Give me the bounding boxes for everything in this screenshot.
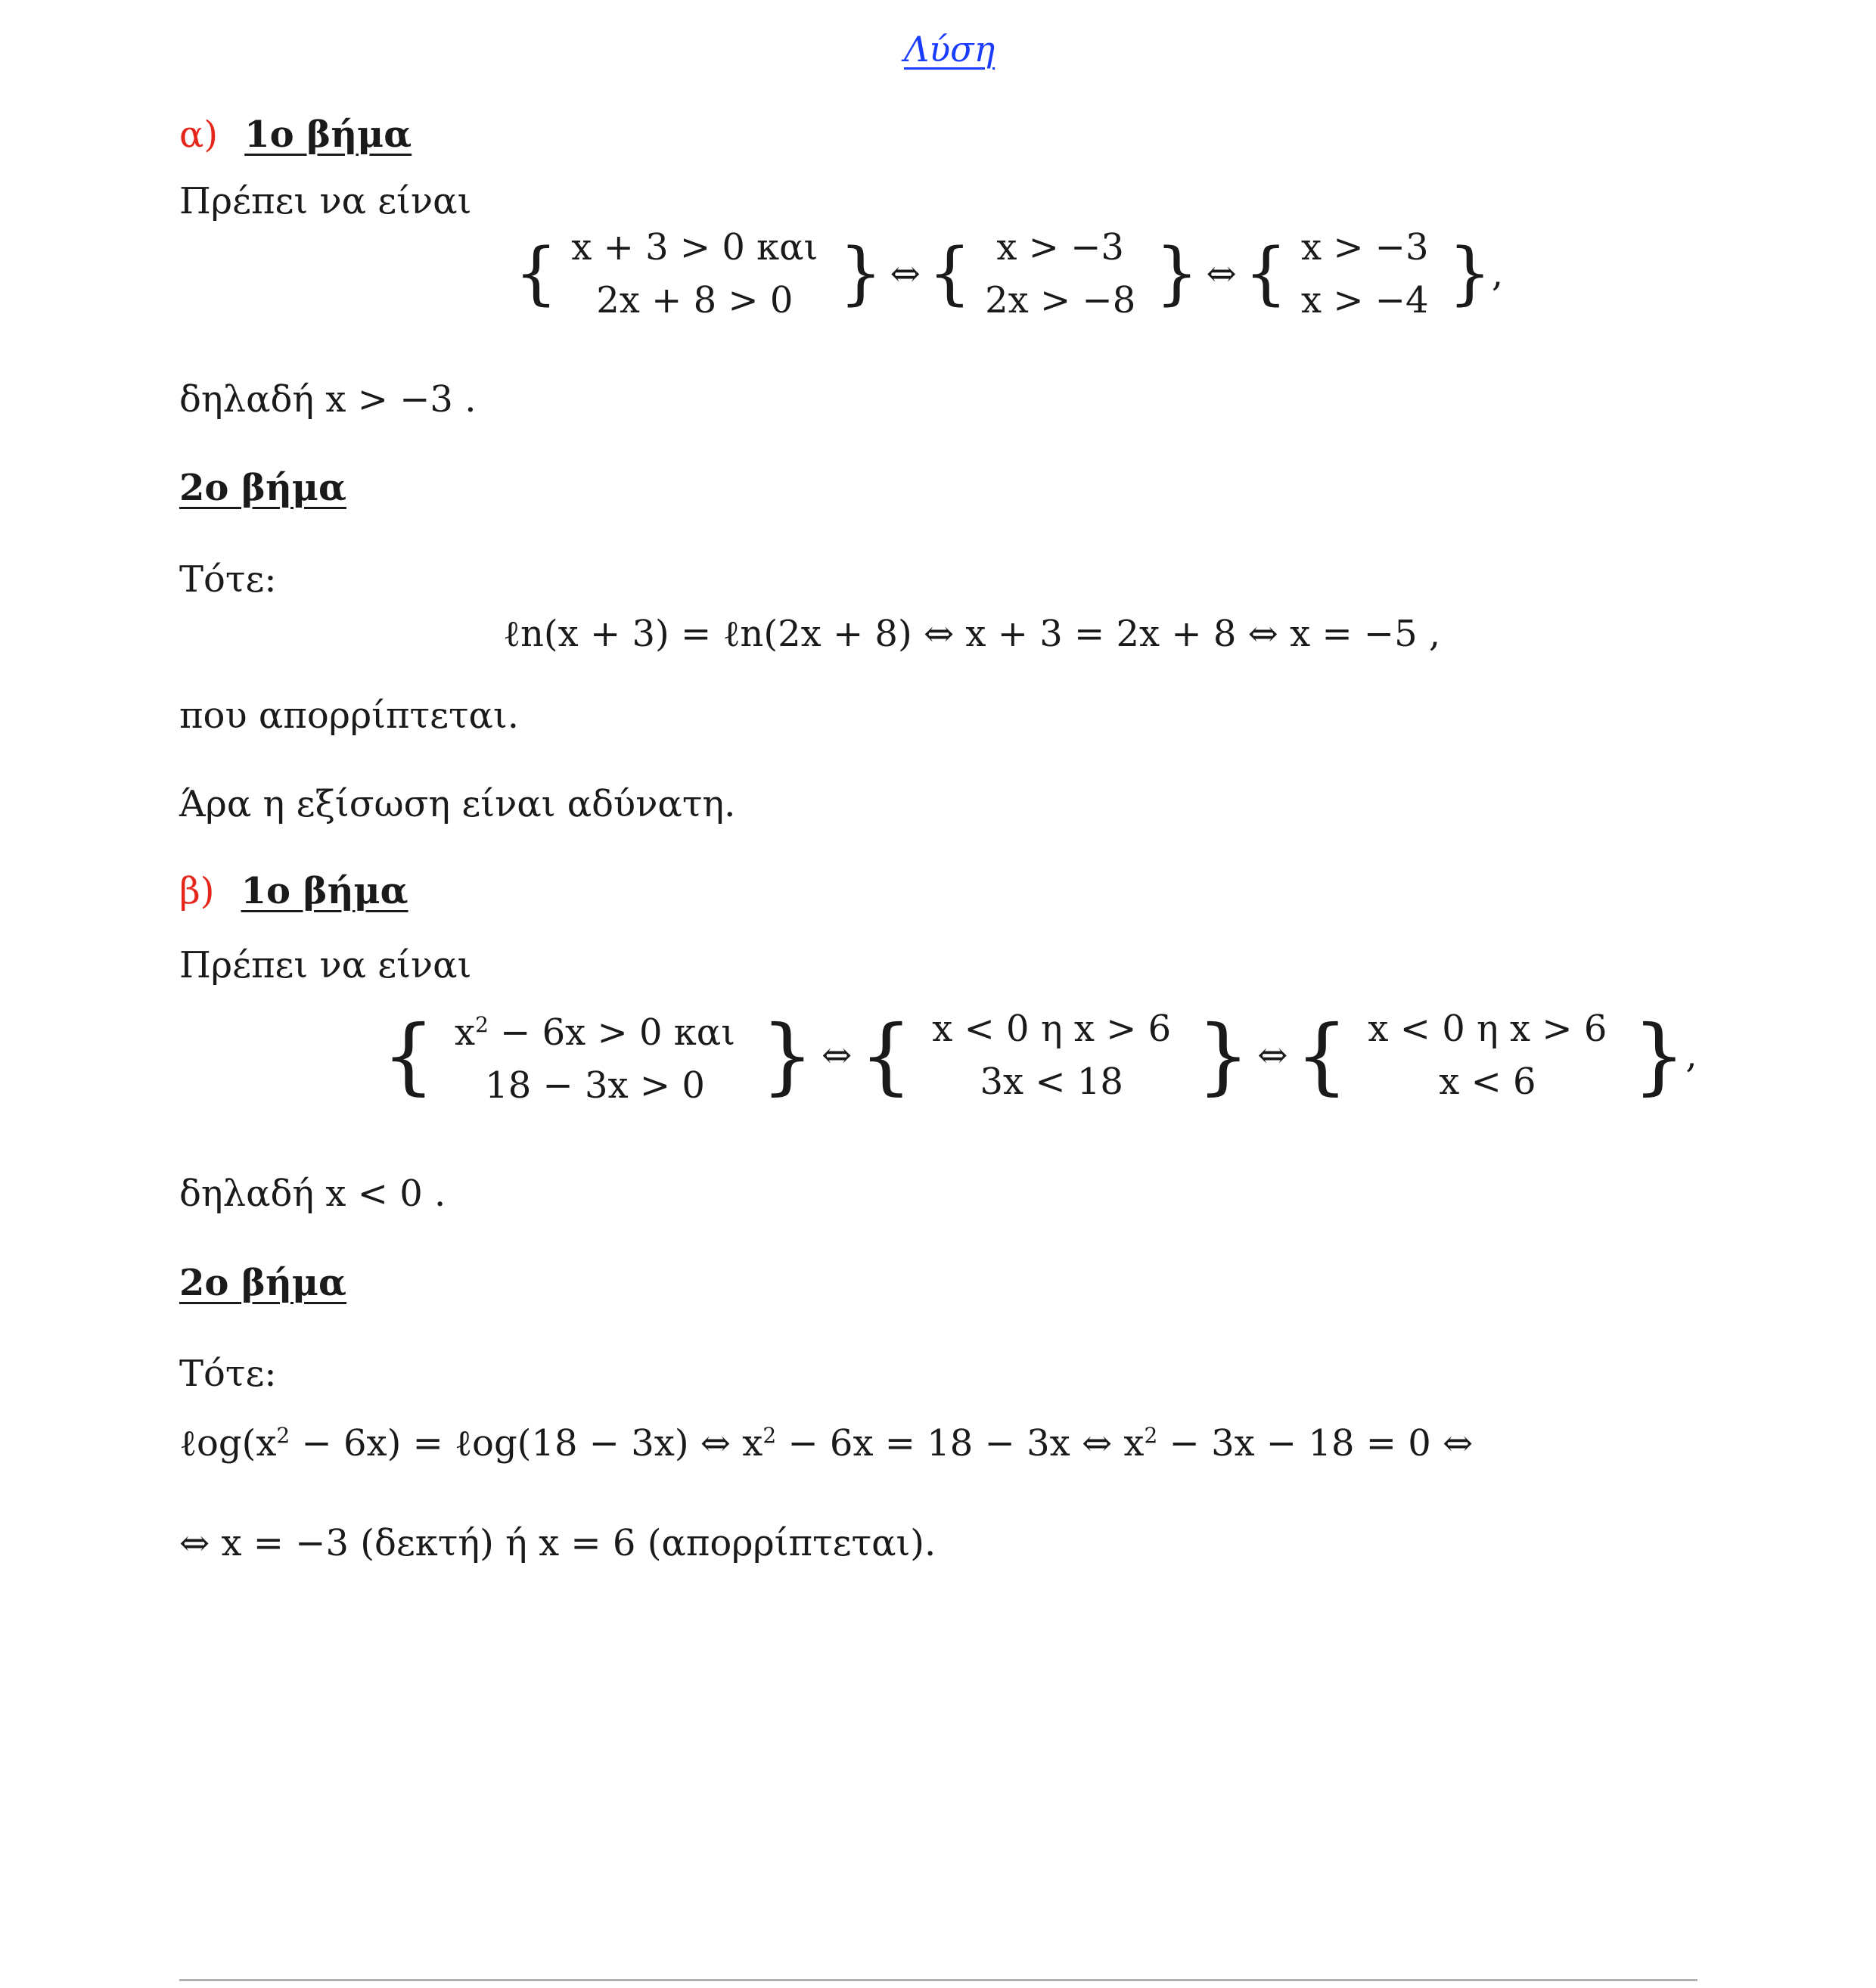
exponent: 2 <box>276 1423 290 1448</box>
part-a-label: α) <box>179 113 219 156</box>
part-a-step1: 1ο βήμα <box>244 113 412 156</box>
part-b-equation-1 <box>179 1422 1473 1465</box>
footer-divider <box>179 1979 1697 1981</box>
eq-text: − 6x) = ℓog(18 − 3x) ⇔ x <box>290 1422 763 1465</box>
part-b-system-3 <box>1368 1002 1607 1108</box>
system-line: x < 0 η x > 6 <box>1368 1008 1607 1050</box>
exponent: 2 <box>475 1012 489 1037</box>
system-line: x + 3 > 0 και <box>571 226 818 269</box>
right-brace: } <box>1155 234 1199 313</box>
right-brace: } <box>1197 1007 1250 1104</box>
comma: , <box>1685 1034 1697 1076</box>
system-line: 18 − 3x > 0 <box>485 1064 705 1107</box>
equiv-symbol: ⇔ <box>822 1034 853 1076</box>
part-b-step1: 1ο βήμα <box>241 870 408 912</box>
equiv-symbol: ⇔ <box>1206 253 1237 295</box>
part-a-final: Άρα η εξίσωση είναι αδύνατη. <box>179 783 736 825</box>
part-b-system-chain <box>382 999 1697 1112</box>
part-a-conclusion: δηλαδή x > −3 . <box>179 378 477 421</box>
eq-text: ℓog(x <box>179 1422 277 1465</box>
system-line: 2x > −8 <box>985 279 1136 321</box>
right-brace: } <box>839 234 883 313</box>
part-a-system-chain <box>514 221 1503 327</box>
part-a-rejected: που απορρίπτεται. <box>179 694 520 737</box>
part-b-step2: 2ο βήμα <box>179 1262 346 1304</box>
part-a-system-1 <box>571 221 818 327</box>
equiv-symbol: ⇔ <box>1257 1034 1288 1076</box>
system-line: x > −4 <box>1300 279 1429 321</box>
system-line: x > −3 <box>996 226 1124 269</box>
right-brace: } <box>761 1007 815 1104</box>
left-brace: { <box>1295 1007 1349 1104</box>
equiv-symbol: ⇔ <box>890 253 921 295</box>
part-a-must-be: Πρέπει να είναι <box>179 180 472 222</box>
right-brace: } <box>1632 1007 1686 1104</box>
left-brace: { <box>1244 234 1287 313</box>
part-b-system-1 <box>455 999 735 1112</box>
left-brace: { <box>859 1007 913 1104</box>
exponent: 2 <box>763 1423 777 1448</box>
comma: , <box>1491 253 1504 295</box>
part-a-step2: 2ο βήμα <box>179 467 346 509</box>
right-brace: } <box>1448 234 1492 313</box>
part-a-system-3 <box>1301 221 1429 327</box>
left-brace: { <box>927 234 972 313</box>
part-b-conclusion: δηλαδή x < 0 . <box>179 1173 446 1215</box>
left-brace: { <box>382 1007 435 1104</box>
eq-text: − 6x = 18 − 3x ⇔ x <box>776 1422 1145 1465</box>
sys-text: x <box>455 1011 476 1054</box>
part-b-then: Τότε: <box>179 1353 277 1395</box>
system-line: x > −3 <box>1300 226 1429 269</box>
exponent: 2 <box>1144 1423 1158 1448</box>
part-b-label: β) <box>179 870 215 912</box>
system-line: 2x + 8 > 0 <box>596 279 794 321</box>
part-a-equation: ℓn(x + 3) = ℓn(2x + 8) ⇔ x + 3 = 2x + 8 ⇔ x = −5 , <box>503 613 1441 655</box>
page-title: Λύση <box>904 29 995 70</box>
part-b-equation-2: ⇔ x = −3 (δεκτή) ή x = 6 (απορρίπτεται). <box>179 1522 936 1564</box>
part-a-system-2 <box>985 221 1135 327</box>
left-brace: { <box>514 234 558 313</box>
system-line: x < 0 η x > 6 <box>932 1008 1172 1050</box>
system-line: 3x < 18 <box>980 1061 1123 1103</box>
part-a-heading <box>179 113 412 156</box>
part-a-then: Τότε: <box>179 558 277 601</box>
eq-text: − 3x − 18 = 0 ⇔ <box>1157 1422 1474 1465</box>
system-line: x < 6 <box>1439 1061 1536 1103</box>
part-b-must-be: Πρέπει να είναι <box>179 944 472 986</box>
system-line <box>455 999 735 1059</box>
part-b-heading <box>179 870 408 912</box>
part-b-system-2 <box>932 1002 1171 1108</box>
sys-text: − 6x > 0 και <box>488 1011 736 1054</box>
